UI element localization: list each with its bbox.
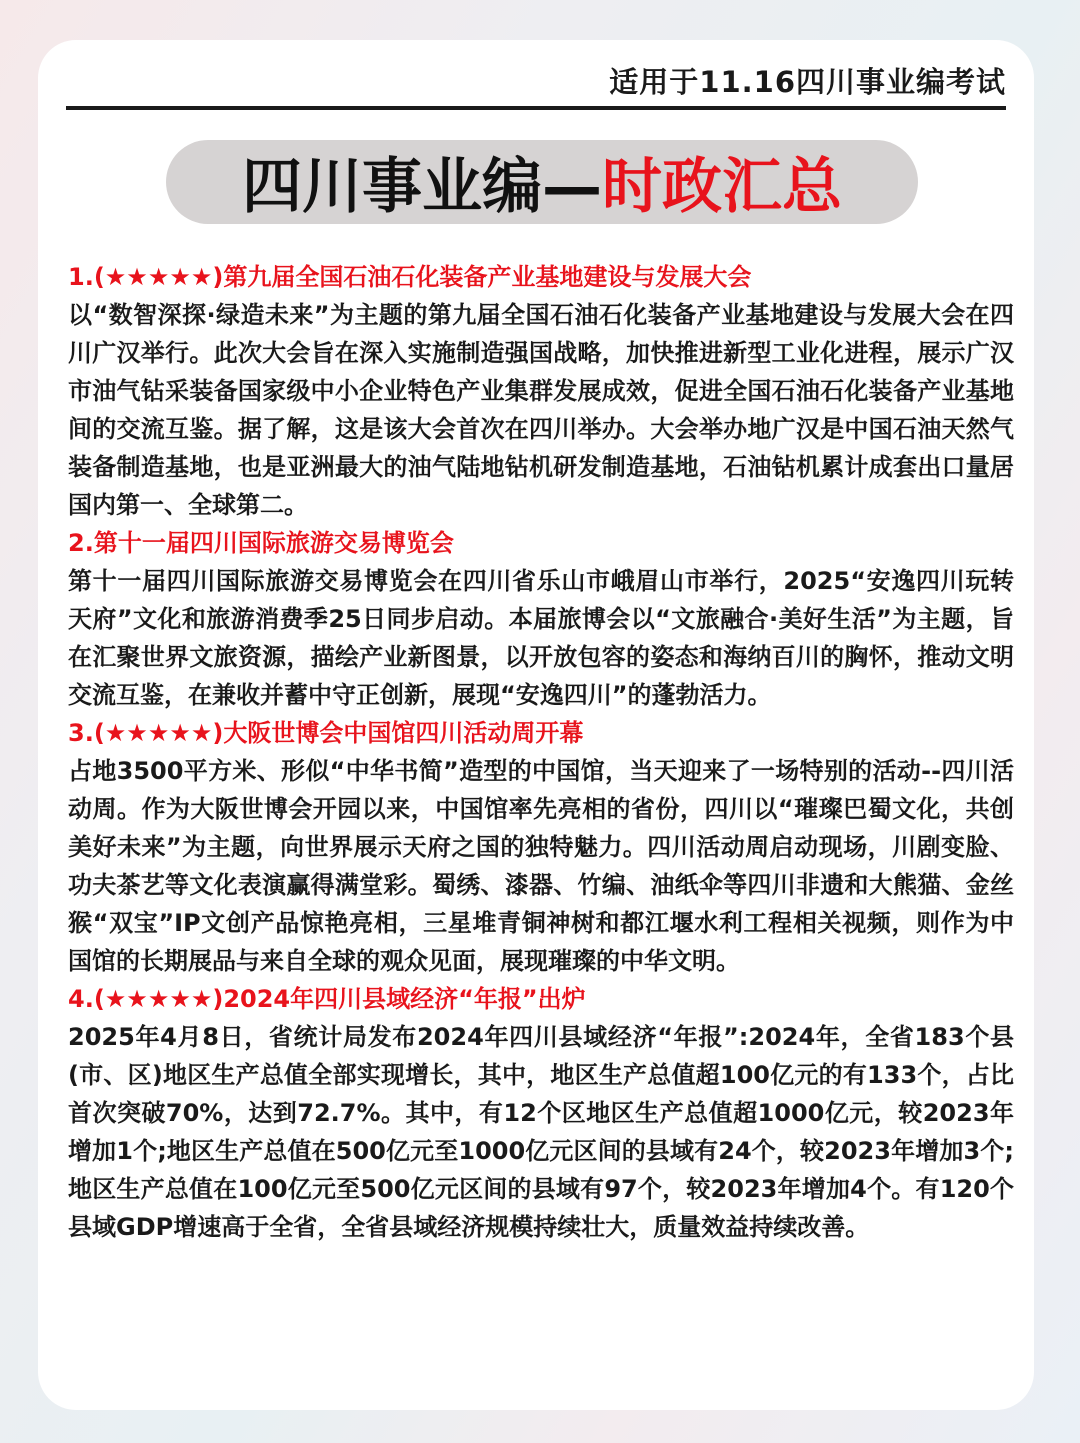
- section-4: [68, 980, 1014, 1246]
- section-body: 占地3500平方米、形似“中华书简”造型的中国馆，当天迎来了一场特别的活动--四川活动周。作为大阪世博会开园以来，中国馆率先亮相的省份，四川以“璀璨巴蜀文化，共创美好未来”为主题，向世界展示天府之国的独特魅力。四川活动周启动现场，川剧变脸、功夫茶艺等文化表演赢得满堂彩。蜀绣、漆器、竹编、油纸伞等四川非遗和大熊猫、金丝猴“双宝”IP文创产品惊艳亮相，三星堆青铜神树和都江堰水利工程相关视频，则作为中国馆的长期展品与来自全球的观众见面，展现璀璨的中华文明。: [68, 757, 1014, 975]
- section-3: [68, 714, 1014, 980]
- section-body: 第十一届四川国际旅游交易博览会在四川省乐山市峨眉山市举行，2025“安逸四川玩转天府”文化和旅游消费季25日同步启动。本届旅博会以“文旅融合·美好生活”为主题，旨在汇聚世界文旅资源，描绘产业新图景，以开放包容的姿态和海纳百川的胸怀，推动文明交流互鉴，在兼收并蓄中守正创新，展现“安逸四川”的蓬勃活力。: [68, 567, 1014, 709]
- section-2: [68, 524, 1014, 714]
- section-1: [68, 258, 1014, 524]
- page-title: [166, 140, 918, 224]
- page-title-highlight: 时政汇总: [602, 152, 842, 222]
- section-heading: 1.(★★★★★)第九届全国石油石化装备产业基地建设与发展大会: [68, 263, 752, 291]
- content-card: [38, 40, 1034, 1410]
- page-title-main: 四川事业编—: [242, 152, 602, 222]
- section-heading: 3.(★★★★★)大阪世博会中国馆四川活动周开幕: [68, 719, 584, 747]
- article-content: [68, 258, 1014, 1246]
- section-heading: 2.第十一届四川国际旅游交易博览会: [68, 529, 454, 557]
- divider: [66, 106, 1006, 110]
- section-body: 以“数智深探·绿造未来”为主题的第九届全国石油石化装备产业基地建设与发展大会在四川广汉举行。此次大会旨在深入实施制造强国战略，加快推进新型工业化进程，展示广汉市油气钻采装备国家级中小企业特色产业集群发展成效，促进全国石油石化装备产业基地间的交流互鉴。据了解，这是该大会首次在四川举办。大会举办地广汉是中国石油天然气装备制造基地，也是亚洲最大的油气陆地钻机研发制造基地，石油钻机累计成套出口量居国内第一、全球第二。: [68, 301, 1014, 519]
- section-body: 2025年4月8日，省统计局发布2024年四川县域经济“年报”:2024年，全省183个县(市、区)地区生产总值全部实现增长，其中，地区生产总值超100亿元的有133个，占比首次突破70%，达到72.7%。其中，有12个区地区生产总值超1000亿元，较2023年增加1个;地区生产总值在500亿元至1000亿元区间的县域有24个，较2023年增加3个;地区生产总值在100亿元至500亿元区间的县域有97个，较2023年增加4个。有120个县域GDP增速高于全省，全省县域经济规模持续壮大，质量效益持续改善。: [68, 1023, 1014, 1241]
- exam-note: 适用于11.16四川事业编考试: [609, 65, 1006, 99]
- section-heading: 4.(★★★★★)2024年四川县域经济“年报”出炉: [68, 985, 586, 1013]
